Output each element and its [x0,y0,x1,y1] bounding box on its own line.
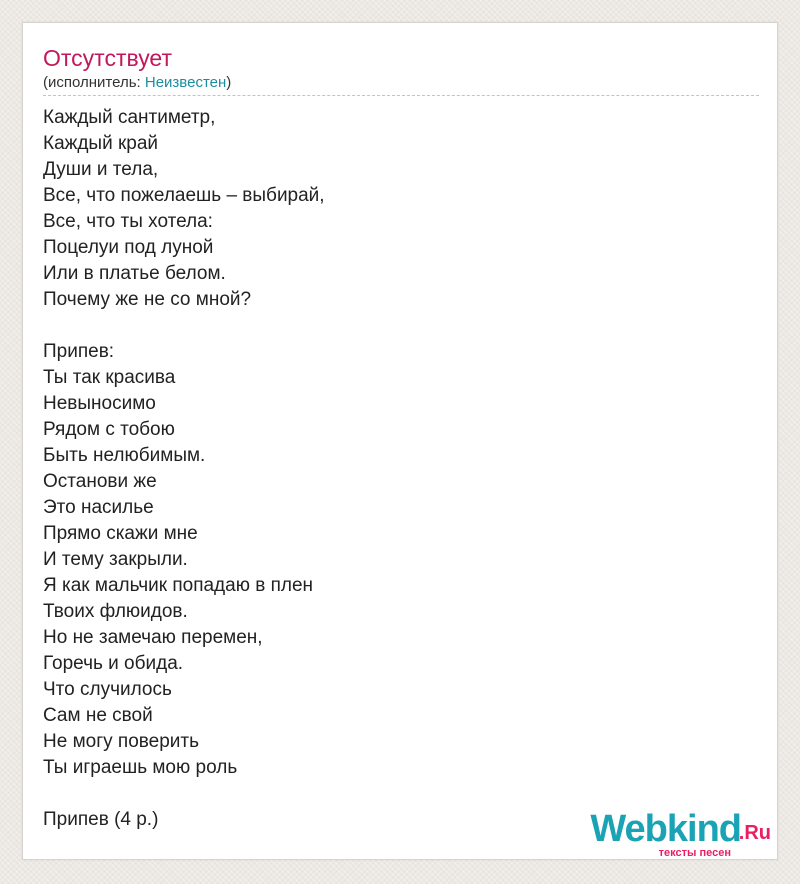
lyrics-card [22,22,778,860]
logo-main-text: Webkind [590,808,741,850]
lyric-line: Но не замечаю перемен, [43,627,263,648]
lyric-line: Останови же [43,471,157,492]
lyric-line: Каждый сантиметр, [43,107,216,128]
lyric-line: Души и тела, [43,159,159,180]
lyric-line: Не могу поверить [43,731,199,752]
lyric-line: И тему закрыли. [43,549,188,570]
lyric-blank-line [43,313,743,339]
lyric-line: Рядом с тобою [43,419,175,440]
lyric-line: Все, что пожелаешь – выбирай, [43,185,325,206]
webkind-logo[interactable] [575,809,771,859]
lyric-line: Припев (4 р.) [43,809,159,830]
lyric-line: Я как мальчик попадаю в плен [43,575,314,596]
lyric-line: Почему же не со мной? [43,289,252,310]
lyric-line: Невыносимо [43,393,156,414]
lyric-line: Ты играешь мою роль [43,757,238,778]
lyric-blank-line [43,781,743,807]
logo-subtitle: тексты песен [658,847,731,859]
artist-suffix: ) [226,74,232,91]
logo-tld-text: .Ru [738,822,771,844]
lyric-line: Или в платье белом. [43,263,226,284]
song-header [43,43,759,96]
lyric-line: Все, что ты хотела: [43,211,213,232]
lyric-line: Каждый край [43,133,159,154]
lyric-line: Ты так красива [43,367,176,388]
lyric-line: Это насилье [43,497,154,518]
lyric-line: Сам не свой [43,705,153,726]
lyric-line: Припев: [43,341,115,362]
artist-prefix: (исполнитель: [43,74,145,91]
lyric-line: Горечь и обида. [43,653,184,674]
artist-line [43,73,231,93]
song-title: Отсутствует [43,45,172,71]
lyrics-text [43,105,743,833]
lyric-line: Что случилось [43,679,172,700]
lyric-line: Прямо скажи мне [43,523,198,544]
lyric-line: Поцелуи под луной [43,237,214,258]
lyric-line: Твоих флюидов. [43,601,188,622]
artist-link[interactable]: Неизвестен [144,74,227,91]
lyric-line: Быть нелюбимым. [43,445,206,466]
